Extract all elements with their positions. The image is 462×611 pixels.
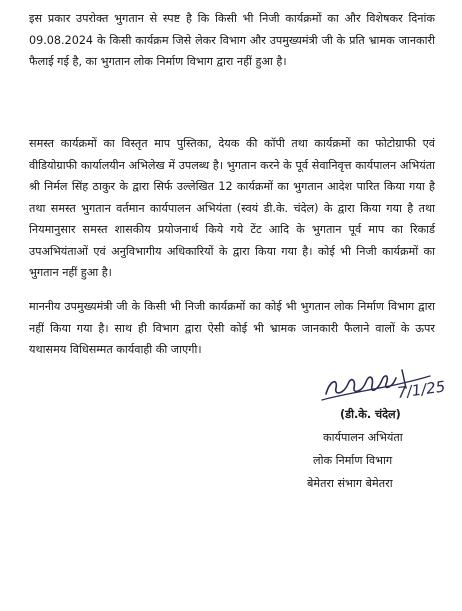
signatory-division: बेमेतरा संभाग बेमेतरा bbox=[307, 477, 393, 490]
letter-paragraph-3: माननीय उपमुख्यमंत्री जी के किसी भी निजी कार्यक्रमों का कोई भी भुगतान लोक निर्माण विभाग द्वारा नहीं किया गया है। साथ ही विभाग द्वारा ऐसी कोई भी भ्रामक जानकारी फैलाने वालों के ऊपर यथासमय विधिसम्मत कार्यवाही की जाएगी। bbox=[29, 300, 435, 356]
letter-paragraph-2: समस्त कार्यक्रमों का विस्तृत माप पुस्तिका, देयक की कॉपी तथा कार्यक्रमों का फोटोग्राफी एवं वीडियोग्राफी कार्यालयीन अभिलेख में उपलब्ध है। भुगतान करने के पूर्व सेवानिवृत्त कार्यपालन अभियंता श्री निर्मल सिंह ठाकुर के द्वारा सिर्फ उल्लेखित 12 कार्यक्रमों का भुगतान आदेश पारित किया गया है तथा समस्त भुगतान वर्तमान कार्यपालन अभियंता (स्वयं डी.के. चंदेल) के द्वारा किया गया है तथा नियमानुसार समस्त शासकीय प्रयोजनार्थ किये गये टेंट आदि के भुगतान पूर्व माप का रिकार्ड उपअभियंताओं एवं अनुविभागीय अधिकारियों के द्वारा किया गया है। कोई भी निजी कार्यक्रमों का भुगतान नहीं हुआ है। bbox=[29, 137, 435, 279]
signatory-designation: कार्यपालन अभियंता bbox=[323, 431, 403, 444]
letter-paragraph-1: इस प्रकार उपरोक्त भुगतान से स्पष्ट है कि किसी भी निजी कार्यक्रमों का और विशेषकर दिनांक 09.08.2024 के किसी कार्यक्रम जिसे लेकर विभाग और उपमुख्यमंत्री जी के प्रति भ्रामक जानकारी फैलाई गई है, का भुगतान लोक निर्माण विभाग द्वारा नहीं हुआ है। bbox=[29, 12, 435, 68]
svg-text:7/1/25: 7/1/25 bbox=[396, 377, 447, 402]
signatory-name: (डी.के. चंदेल) bbox=[340, 408, 401, 421]
handwritten-signature bbox=[320, 358, 460, 408]
signatory-department: लोक निर्माण विभाग bbox=[313, 454, 393, 467]
